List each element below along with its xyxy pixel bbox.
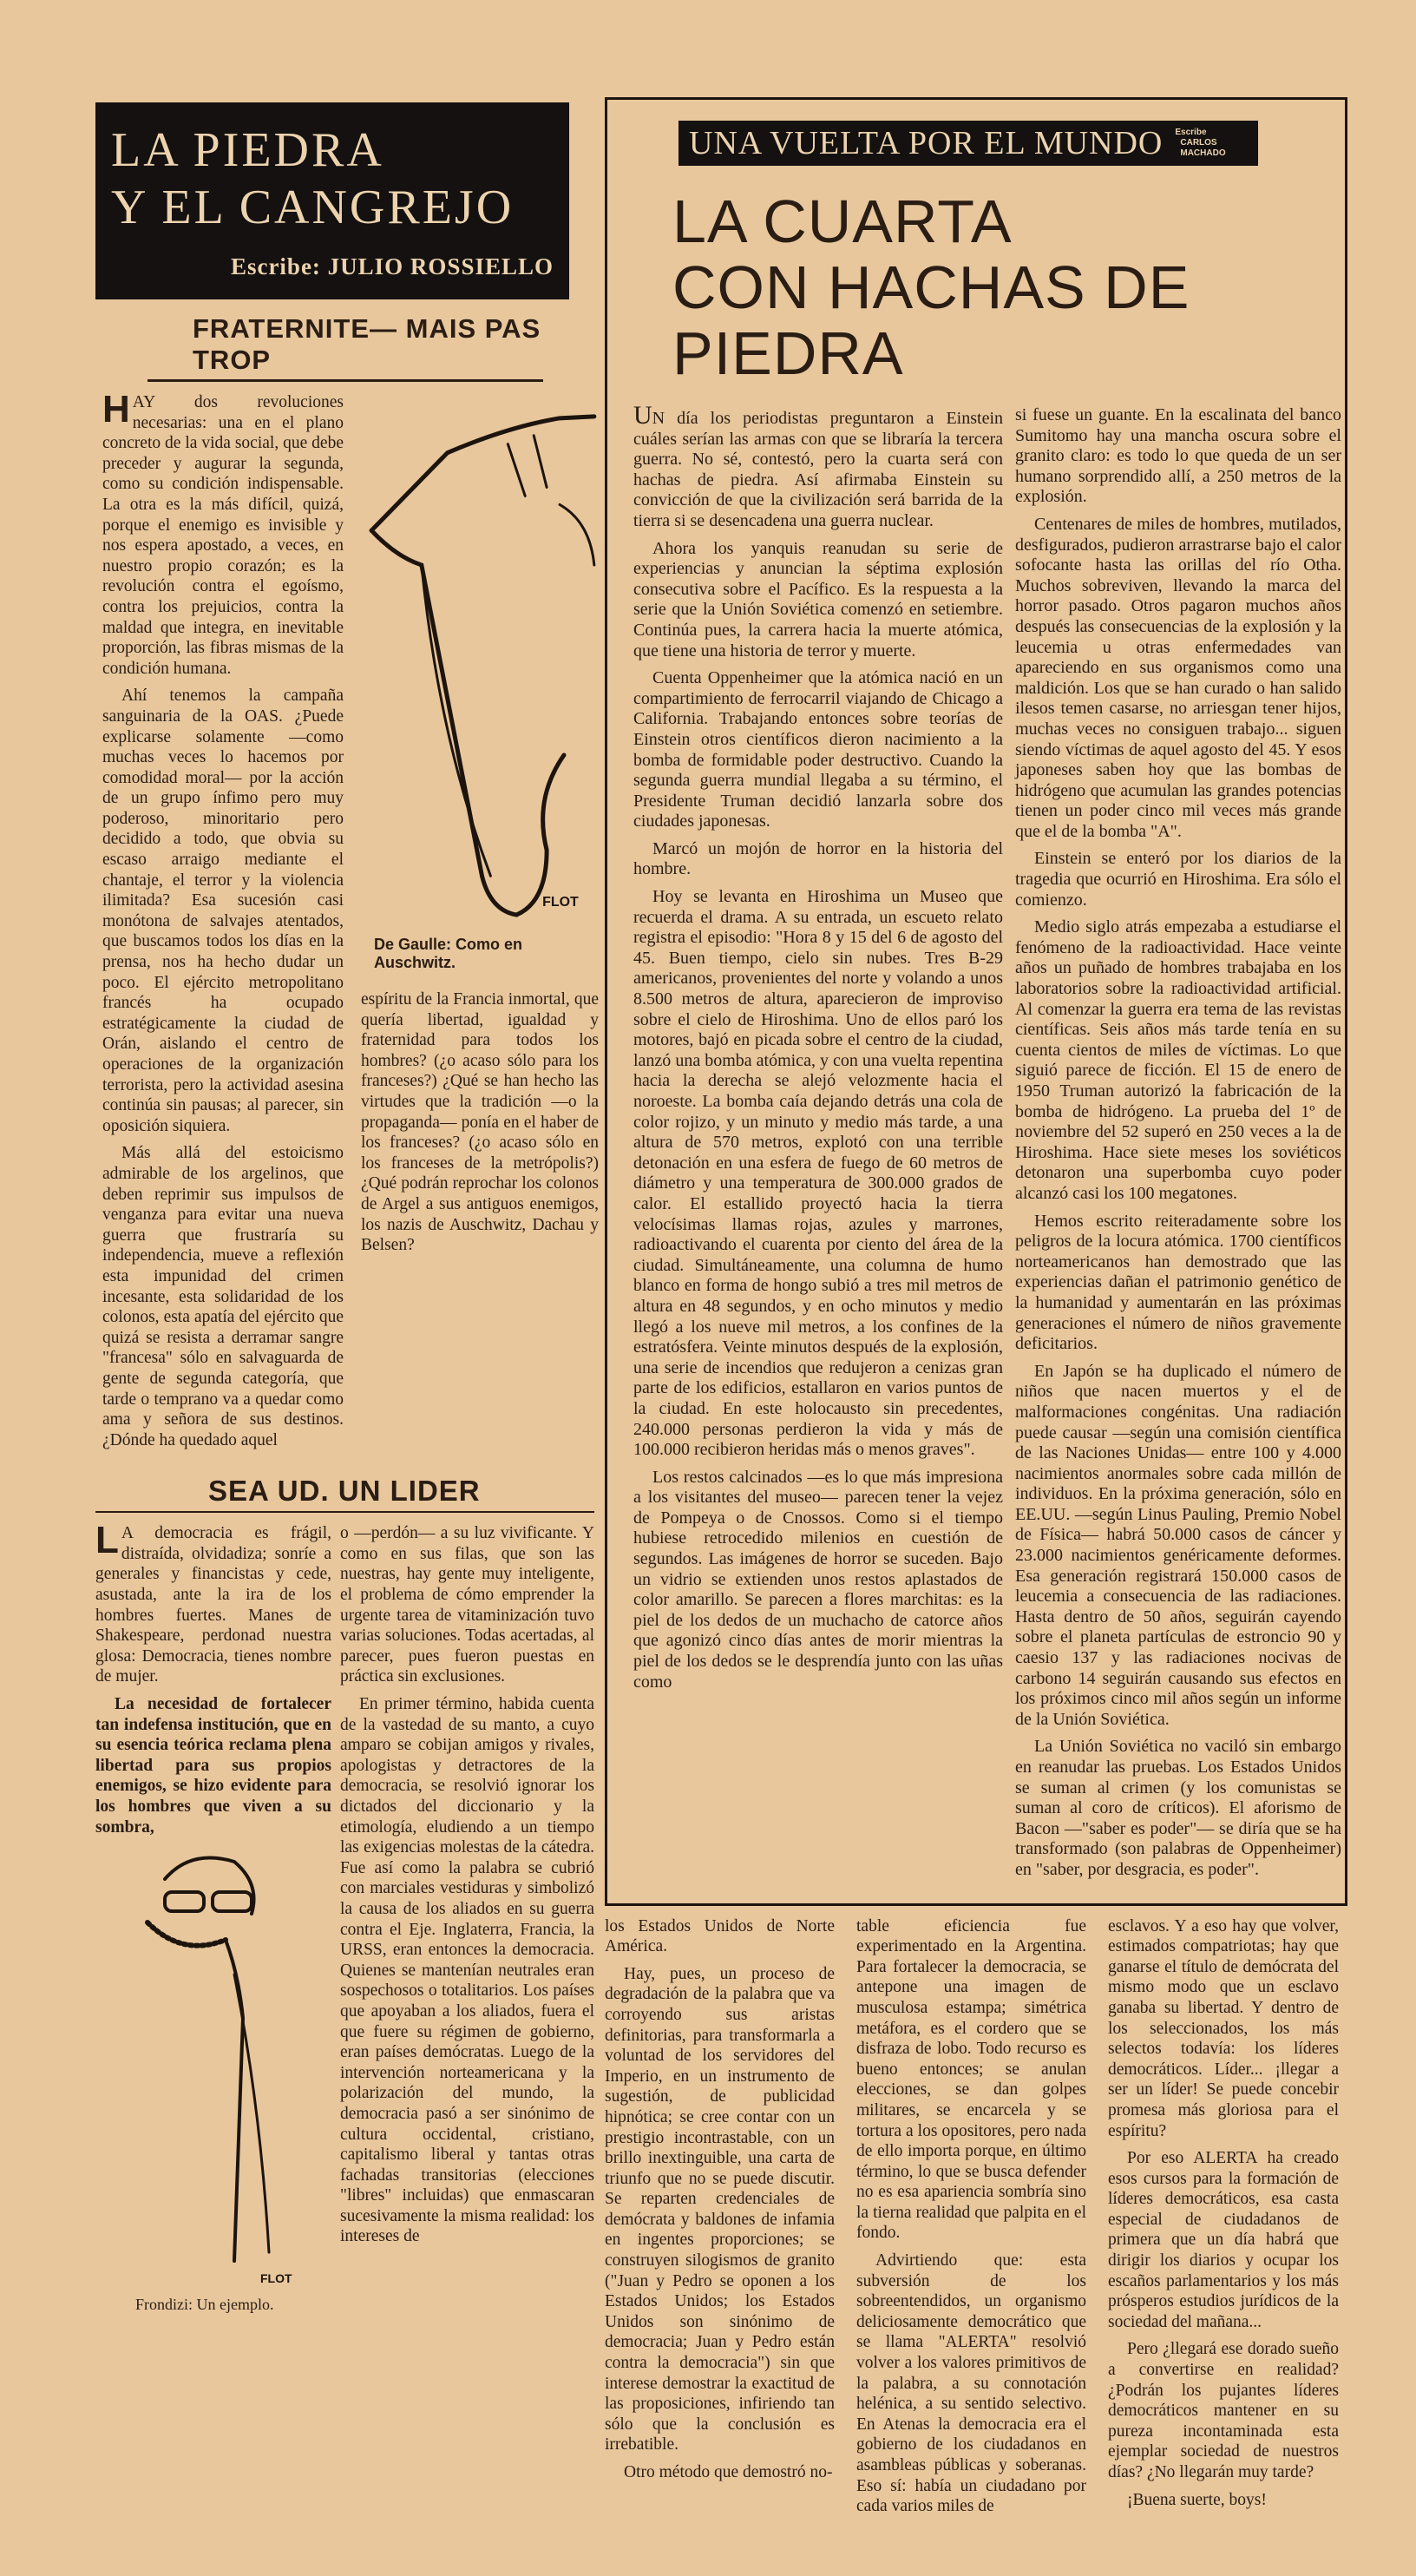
drop-cap: U bbox=[633, 401, 652, 430]
section-heading-lider: SEA UD. UN LIDER bbox=[95, 1457, 594, 1513]
column-title-line2: Y EL CANGREJO bbox=[111, 181, 515, 234]
illustration-caption: Frondizi: Un ejemplo. bbox=[135, 2296, 274, 2314]
paragraph-text: A democracia es frágil, distraída, olvidadiza; sonríe a generales y financistas y cede, asustada, ante la ira de los hombres fuertes. Manes de Shakespeare, perdonad nuestra glosa: Democracia, tienes nombre de mujer. bbox=[95, 1524, 331, 1686]
paragraph: Los restos calcinados —es lo que más impresiona a los visitantes del museo— parecen tener la vejez de Pompeya o de Cnossos. Como si el tiempo hubiese retrocedido milenios en cuestión de segundos. Las imágenes de horror se suceden. Bajo un vidrio se extienden unos restos aplastados de color amarillo. Se parecen a flores marchitas: es la piel de los dedos de un muchacho de catorce años que agonizó cinco días antes de morir mientras la piel de los dedos se le desprendía junto con las uñas como bbox=[633, 1467, 1003, 1692]
paragraph bbox=[95, 1519, 331, 1687]
frondizi-caricature bbox=[130, 1844, 330, 2287]
paragraph: ¡Buena suerte, boys! bbox=[1127, 2490, 1267, 2509]
paragraph: Pero ¿llegará ese dorado sueño a convertirse en realidad? ¿Podrán los pujantes líderes democráticos mantener en su pureza incontaminada esta ejemplar sociedad de nuestros días? ¿No llegarán muy tarde? bbox=[1108, 2340, 1339, 2481]
paragraph: Einstein se enteró por los diarios de la tragedia que ocurrió en Hiroshima. Era sólo el comienzo. bbox=[1015, 849, 1341, 910]
feature-article-box bbox=[605, 97, 1347, 1906]
paragraph: En primer término, habida cuenta de la vastedad de su manto, a cuyo amparo se cobijan amigos y rivales, apologistas y detractores de la democracia, se resolvió ignorar los dictados del diccionario y la etimología, eludiendo a un tiempo las exigencias molestas de la cátedra. Fue así como la palabra se cubrió con marciales vestiduras y simbolizó la causa de los aliados en su guerra contra el Eje. Inglaterra, Francia, la URSS, eran entonces la democracia. Quienes se mantenían neutrales eran sospechosos o totalitarios. Los países que apoyaban a los aliados, fuera el que fuere su régimen de gobierno, eran países demócratas. Luego de la intervención norteamericana y la polarización del mundo, la democracia pasó a ser sinónimo de cultura occidental, cristiano, capitalismo liberal y tantas otras fachadas transitorias (elecciones "libres" incluidas) que enmascaran sucesivamente la misma realidad: los intereses de bbox=[340, 1695, 594, 2246]
paragraph: Hay, pues, un proceso de degradación de la palabra que va corroyendo sus aristas definitorias, para transformarla a voluntad de los servidores del Imperio, en un instrumento de sugestión, de publicidad hipnótica; se cree contar con un prestigio incontrastable, con un brillo inextinguible, una carta de triunfo que no se puede discutir. Se reparten credenciales de demócrata y baldones de infamia en ingentes proporciones; se construyen silogismos de granito ("Juan y Pedro se oponen a los Estados Unidos; los Estados Unidos son sinónimo de democracia; Juan y Pedro están contra la democracia") sin que interese demostrar la exactitud de las proposiciones, infiriendo tan sólo que la conclusión es irrebatible. bbox=[605, 1964, 835, 2454]
paragraph: espíritu de la Francia inmortal, que quería libertad, igualdad y fraternidad para todos los hombres? (¿o acaso sólo para los franceses?) ¿Qué se han hecho las virtudes que la tradición —o la propaganda— ponía en el haber de los franceses? (¿o acaso sólo en los franceses de la metrópolis?) ¿Qué podrán reprochar los colonos de Argel a sus antiguos enemigos, los nazis de Auschwitz, Dachau y Belsen? bbox=[361, 990, 599, 1255]
left-article bbox=[95, 97, 599, 2314]
paragraph: Advirtiendo que: esta subversión de los sobreentendidos, un organismo deliciosamente democrático que se llama "ALERTA" resolvió volver a los valores primitivos de la palabra, a su connotación helénica, a su sentido selectivo. En Atenas la democracia era el gobierno de los ciudadanos en asambleas públicas y soberanas. Eso sí: había un ciudadano por cada varios miles de bbox=[856, 2251, 1086, 2516]
byline bbox=[1175, 128, 1225, 159]
paragraph: table eficiencia fue experimentado en la Argentina. Para fortalecer la democracia, se antepone una imagen de musculosa estampa; simétrica metáfora, es el cordero que se disfraza de lobo. Todo recurso es bueno entonces; se anulan elecciones, se dan golpes militares, se encarcela y se tortura a los opositores, pero nada de ello importa porque, en último término, lo que se busca defender no es esa apariencia sombría sino la tierna realidad que palpita en el fondo. bbox=[856, 1916, 1086, 2243]
byline: Escribe: JULIO ROSSIELLO bbox=[230, 253, 554, 279]
paragraph: los Estados Unidos de Norte América. bbox=[605, 1916, 835, 1956]
de-gaulle-caricature bbox=[361, 392, 599, 923]
paragraph: o —perdón— a su luz vivificante. Y como en sus filas, que son las nuestras, hay gente muy inteligente, el problema de cómo emprender la urgente tarea de vitaminización tuvo varias soluciones. Todas acertadas, al parecer, pues fueron puestas en práctica sin exclusiones. bbox=[340, 1524, 594, 1686]
section-heading-fraternite: FRATERNITE— MAIS PAS TROP bbox=[148, 299, 543, 382]
paragraph-text: AY dos revoluciones necesarias: una en el plano concreto de la vida social, que debe preceder y augurar la segunda, como su condición indispensable. La otra es la más difícil, quizá, porque el enemigo es invisible y nos espera apostado, a veces, en nuestro propio corazón; es la revolución contra el egoísmo, contra los prejuicios, contra la maldad que integra, en inevitable proporción, las fibras mismas de la condición humana. bbox=[102, 393, 344, 678]
article-column bbox=[361, 989, 599, 1263]
headline-line2: CON HACHAS DE PIEDRA bbox=[672, 253, 1190, 387]
section-label: UNA VUELTA POR EL MUNDO bbox=[689, 125, 1164, 161]
paragraph: Ahora los yanquis reanudan su serie de experiencias y anuncian la séptima explosión consecutiva sobre el Pacífico. Es la respuesta a la serie que la Unión Soviética comenzó en setiembre. Continúa pues, la carrera hacia la muerte atómica, que tiene una historia de terror y muerte. bbox=[633, 538, 1003, 660]
article-column bbox=[633, 401, 1003, 1888]
feature-columns bbox=[633, 401, 1341, 1888]
column-title-line1: LA PIEDRA bbox=[111, 123, 384, 177]
paragraph: Hoy se levanta en Hiroshima un Museo que recuerda el drama. A su entrada, un escueto relato registra el episodio: "Hora 8 y 15 del 6 de agosto del 45. Buen tiempo, cielo sin nubes. Tres B-29 americanos, provenientes del norte y volando a unos 8.500 metros de altura, aparecieron de improviso sobre el cielo de Hiroshima. Uno de ellos paró los motores, bajó en picada sobre el centro de la ciudad, lanzó una bomba atómica, y con una vuelta repentina hacia la derecha se alejó velozmente hacia el noroeste. La bomba caía dejando detrás una cola de color rojizo, y un minuto y medio más tarde, a una altura de 570 metros, explotó con una terrible detonación en una esfera de fuego de 60 metros de diámetro y una temperatura de 300.000 grados de calor. El estallido proyectó hacia la tierra velocísimas llamas rojas, azules y marrones, radioactivando el cuarenta por ciento del área de la ciudad. Simultáneamente, una columna de humo blanco en forma de hongo subió a tres mil metros de altura en 48 segundos, y en ocho minutos y medio llegó a los nueve mil metros, a los confines de la estratósfera. Veinte minutos después de la explosión, una serie de incendios que redujeron a cenizas gran parte de los edificios, estallaron en varios puntos de la ciudad. En este holocausto sin precedentes, 240.000 personas perdieron la vida y más de 100.000 recibieron heridas más o menos graves". bbox=[633, 887, 1003, 1460]
headline-line1: LA CUARTA bbox=[672, 187, 1013, 255]
right-area bbox=[605, 97, 1347, 2524]
paragraph: Hemos escrito reiteradamente sobre los peligros de la locura atómica. 1700 científicos norteamericanos han demostrado que las experiencias dañan el patrimonio genético de la humanidad y aumentarán en las próximas generaciones el número de niños gravemente deficitarios. bbox=[1015, 1211, 1341, 1354]
paragraph: Centenares de miles de hombres, mutilados, desfigurados, pudieron arrastrarse bajo el calor sofocante hasta las orillas del río Otha. Muchos sobreviven, llevando la marca del horror pasado. Otros pagaron muchos años después las consecuencias de la explosión y la leucemia u otras enfermedades van apareciendo en sus organismos como una maldición. Los que se han curado o han salido ilesos temen casarse, no arriesgan tener hijos, muchas veces no consiguen trabajo... siguen siendo víctimas de aquel agosto del 45. Y esos japoneses saben hoy que las bombas de hidrógeno que acumulan las grandes potencias tienen un poder cinco mil veces más grande que el de la bomba "A". bbox=[1015, 514, 1341, 841]
section-banner bbox=[678, 121, 1258, 166]
paragraph: Otro método que demostró no- bbox=[624, 2463, 833, 2481]
paragraph: Marcó un mojón de horror en la historia del hombre. bbox=[633, 838, 1003, 879]
headline bbox=[672, 188, 1339, 386]
column-with-illustration bbox=[95, 1519, 331, 2314]
article-column bbox=[340, 1523, 594, 2314]
paragraph: Cuenta Oppenheimer que la atómica nació en un compartimiento de ferrocarril viajando de Chicago a California. Trabajando entonces sobre teorías de Einstein otros científicos dieron nacimiento a la bomba de formidable poder destructivo. Cuando la segunda guerra mundial llegaba a su término, el Presidente Truman decidió lanzarla sobre dos ciudades japonesas. bbox=[633, 668, 1003, 831]
paragraph: En Japón se ha duplicado el número de niños que nacen muertos y el de malformaciones congénitas. Una radiación puede causar —según una comisión científica de las Naciones Unidas— entre 100 y 4.000 nacimientos anormales sobre cada millón de individuos. En la próxima generación, sólo en EE.UU. —según Linus Pauling, Premio Nobel de Física— habrá 50.000 casos de cáncer y 23.000 nacimientos genéricamente deformes. Esa generación registrará 150.000 casos de leucemia a consecuencia de las radiaciones. Hasta dentro de 50 años, seguirán cayendo sobre el planeta partículas de estroncio 90 y caesio 137 y las radiaciones nocivas de carbono 14 seguirán causando sus efectos en los próximos cinco mil años según un informe de la Unión Soviética. bbox=[1015, 1361, 1341, 1729]
paragraph-text: N día los periodistas preguntaron a Einstein cuáles serían las armas con que se libraría la tercera guerra. No sé, contestó, pero la cuarta será con hachas de piedra. Así afirmaba Einstein su convicción de que la civilización será barrida de la tierra si se desencadena una guerra nuclear. bbox=[633, 409, 1003, 530]
article-column bbox=[605, 1916, 835, 2524]
drop-cap: L bbox=[95, 1519, 119, 1562]
article-column bbox=[102, 388, 344, 1457]
paragraph: Por eso ALERTA ha creado esos cursos para la formación de líderes democráticos, esa casta especial de ciudadanos de primera que un día habrá que dirigir los diarios y ocupar los escaños parlamentarios y los más prósperos estudios jurídicos de la sociedad del mañana... bbox=[1108, 2149, 1339, 2331]
paragraph bbox=[633, 401, 1003, 532]
illustration-signature: FLOT bbox=[260, 2271, 292, 2286]
illustration-caption: De Gaulle: Como en Auschwitz. bbox=[374, 936, 523, 971]
byline-label: Escribe bbox=[1175, 128, 1207, 137]
article-column bbox=[856, 1916, 1086, 2524]
paragraph: Ahí tenemos la campaña sanguinaria de la OAS. ¿Puede explicarse solamente —como muchas veces lo hacemos por comodidad moral— por la acción de un grupo ínfimo pero muy poderoso, minoritario pero decidido a todo, que obvia su escaso arraigo mediante el chantaje, el terror y la violencia ilimitada? Esa sucesión casi monótona de salvajes atentados, que buscamos todos los días en la prensa, nos ha hecho dudar un poco. El ejército metropolitano francés ha ocupado estratégicamente la ciudad de Orán, aislando el centro de operaciones de la organización terrorista, pero la actividad asesina continúa sin pausas; al parecer, sin oposición siquiera. bbox=[102, 687, 344, 1135]
byline-name: CARLOS bbox=[1180, 138, 1217, 148]
section-fraternite bbox=[102, 388, 599, 1457]
article-column bbox=[1108, 1916, 1339, 2524]
paragraph: Más allá del estoicismo admirable de los argelinos, que deben reprimir sus impulsos de venganza para evitar una nueva guerra que frustraría su independencia, mueve a reflexión esta impunidad del crimen incesante, esta solidaridad de los colonos, esta apatía del ejército que quizá se resista a derramar sangre "francesa" sólo en salvaguarda de gente de segunda categoría, que tarde o temprano va a quedar como ama y señora de sus destinos. ¿Dónde ha quedado aquel bbox=[102, 1144, 344, 1449]
section-lider bbox=[95, 1519, 594, 2314]
article-column bbox=[1015, 405, 1341, 1888]
article-column bbox=[95, 1519, 331, 1844]
byline-name: MACHADO bbox=[1180, 148, 1226, 158]
paragraph: La necesidad de fortalecer tan indefensa institución, que en su esencia teórica reclama plena libertad para sus propios enemigos, se hizo evidente para los hombres que viven a su sombra, bbox=[95, 1695, 331, 1837]
lider-continuation-columns bbox=[605, 1916, 1347, 2524]
paragraph: si fuese un guante. En la escalinata del banco Sumitomo hay una mancha oscura sobre el granito claro: es todo lo que queda de un ser humano sorprendido allí, a 250 metros de la explosión. bbox=[1015, 405, 1341, 507]
illustration-signature: FLOT bbox=[542, 895, 579, 910]
drop-cap: H bbox=[102, 388, 130, 430]
paragraph: esclavos. Y a eso hay que volver, estimados compatriotas; hay que ganarse el título de demócrata del mismo modo que un esclavo ganaba su libertad. Y dentro de los seleccionados, los más selectos todavía: los líderes democráticos. Líder... ¡llegar a ser un líder! Se puede concebir promesa más gloriosa para el espíritu? bbox=[1108, 1916, 1339, 2140]
column-title-box bbox=[95, 102, 569, 299]
paragraph: La Unión Soviética no vaciló sin embargo en reanudar las pruebas. Los Estados Unidos se suman al crimen (y los comunistas se suman al coro de críticos). El aforismo de Bacon —"saber es poder"— se diría que se ha transformado (son palabras de Oppenheimer) en "saber, por desgracia, es poder". bbox=[1015, 1737, 1341, 1879]
illustration-and-continuation bbox=[361, 392, 599, 1457]
paragraph bbox=[102, 388, 344, 679]
paragraph: Medio siglo atrás empezaba a estudiarse el fenómeno de la radioactividad. Hace veinte años un puñado de hombres trabajaba en los laboratorios sobre la radioactividad artificial. Al comenzar la guerra era tema de las revistas científicas. Seis años más tarde tenía en su cuenta cientos de miles de víctimas. Lo que siguió parece de ficción. El 15 de enero de 1950 Truman autorizó la fabricación de la bomba de hidrógeno. La prueba del 1º de noviembre del 52 superó en 250 veces a la de Hiroshima. Hace siete meses los soviéticos detonaron una superbomba cuyo poder alcanzó casi los 100 megatones. bbox=[1015, 917, 1341, 1203]
